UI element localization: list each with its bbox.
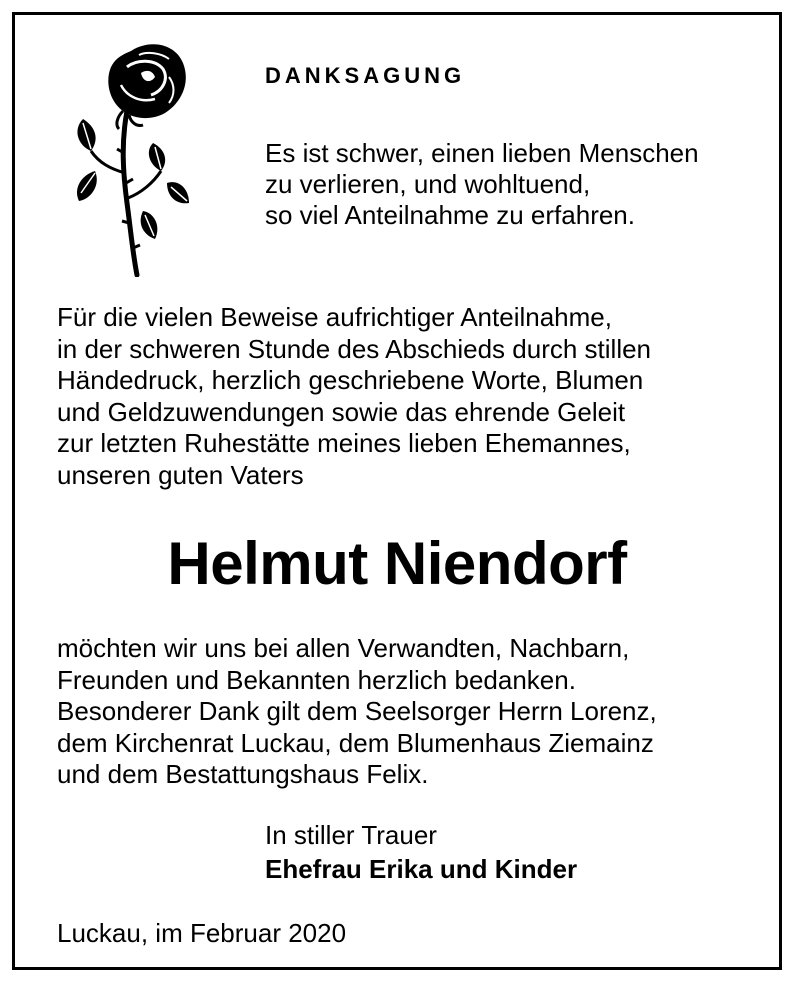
quote-block bbox=[265, 138, 699, 231]
paragraph-line: zur letzten Ruhestätte meines lieben Ehemannes, bbox=[57, 428, 631, 459]
signature-intro: In stiller Trauer bbox=[265, 820, 437, 850]
heading-danksagung: DANKSAGUNG bbox=[265, 63, 466, 88]
paragraph-thanks-intro bbox=[57, 302, 651, 492]
quote-line: so viel Anteilnahme zu erfahren. bbox=[265, 200, 635, 230]
place-date: Luckau, im Februar 2020 bbox=[57, 918, 347, 948]
paragraph-line: und Geldzuwendungen sowie das ehrende Geleit bbox=[57, 396, 626, 427]
deceased-name: Helmut Niendorf bbox=[167, 530, 627, 597]
paragraph-line: Für die vielen Beweise aufrichtiger Anteilnahme, bbox=[57, 302, 612, 332]
quote-line: Es ist schwer, einen lieben Menschen bbox=[265, 138, 699, 168]
paragraph-line: unseren guten Vaters bbox=[57, 459, 304, 490]
paragraph-line: und dem Bestattungshaus Felix. bbox=[57, 759, 429, 790]
paragraph-line: dem Kirchenrat Luckau, dem Blumenhaus Ziemainz bbox=[57, 727, 654, 758]
paragraph-line: in der schweren Stunde des Abschieds durch stillen bbox=[57, 333, 652, 364]
paragraph-line: Besonderer Dank gilt dem Seelsorger Herrn Lorenz, bbox=[57, 696, 657, 727]
paragraph-line: Händedruck, herzlich geschriebene Worte, Blumen bbox=[57, 365, 644, 396]
paragraph-line: möchten wir uns bei allen Verwandten, Nachbarn, bbox=[57, 633, 630, 663]
signature-names: Ehefrau Erika und Kinder bbox=[265, 854, 578, 884]
paragraph-thanks-recipients bbox=[57, 633, 657, 791]
rose-icon bbox=[71, 33, 191, 277]
quote-line: zu verlieren, und wohltuend, bbox=[265, 169, 591, 199]
notice-frame bbox=[12, 12, 782, 970]
paragraph-line: Freunden und Bekannten herzlich bedanken. bbox=[57, 664, 576, 695]
